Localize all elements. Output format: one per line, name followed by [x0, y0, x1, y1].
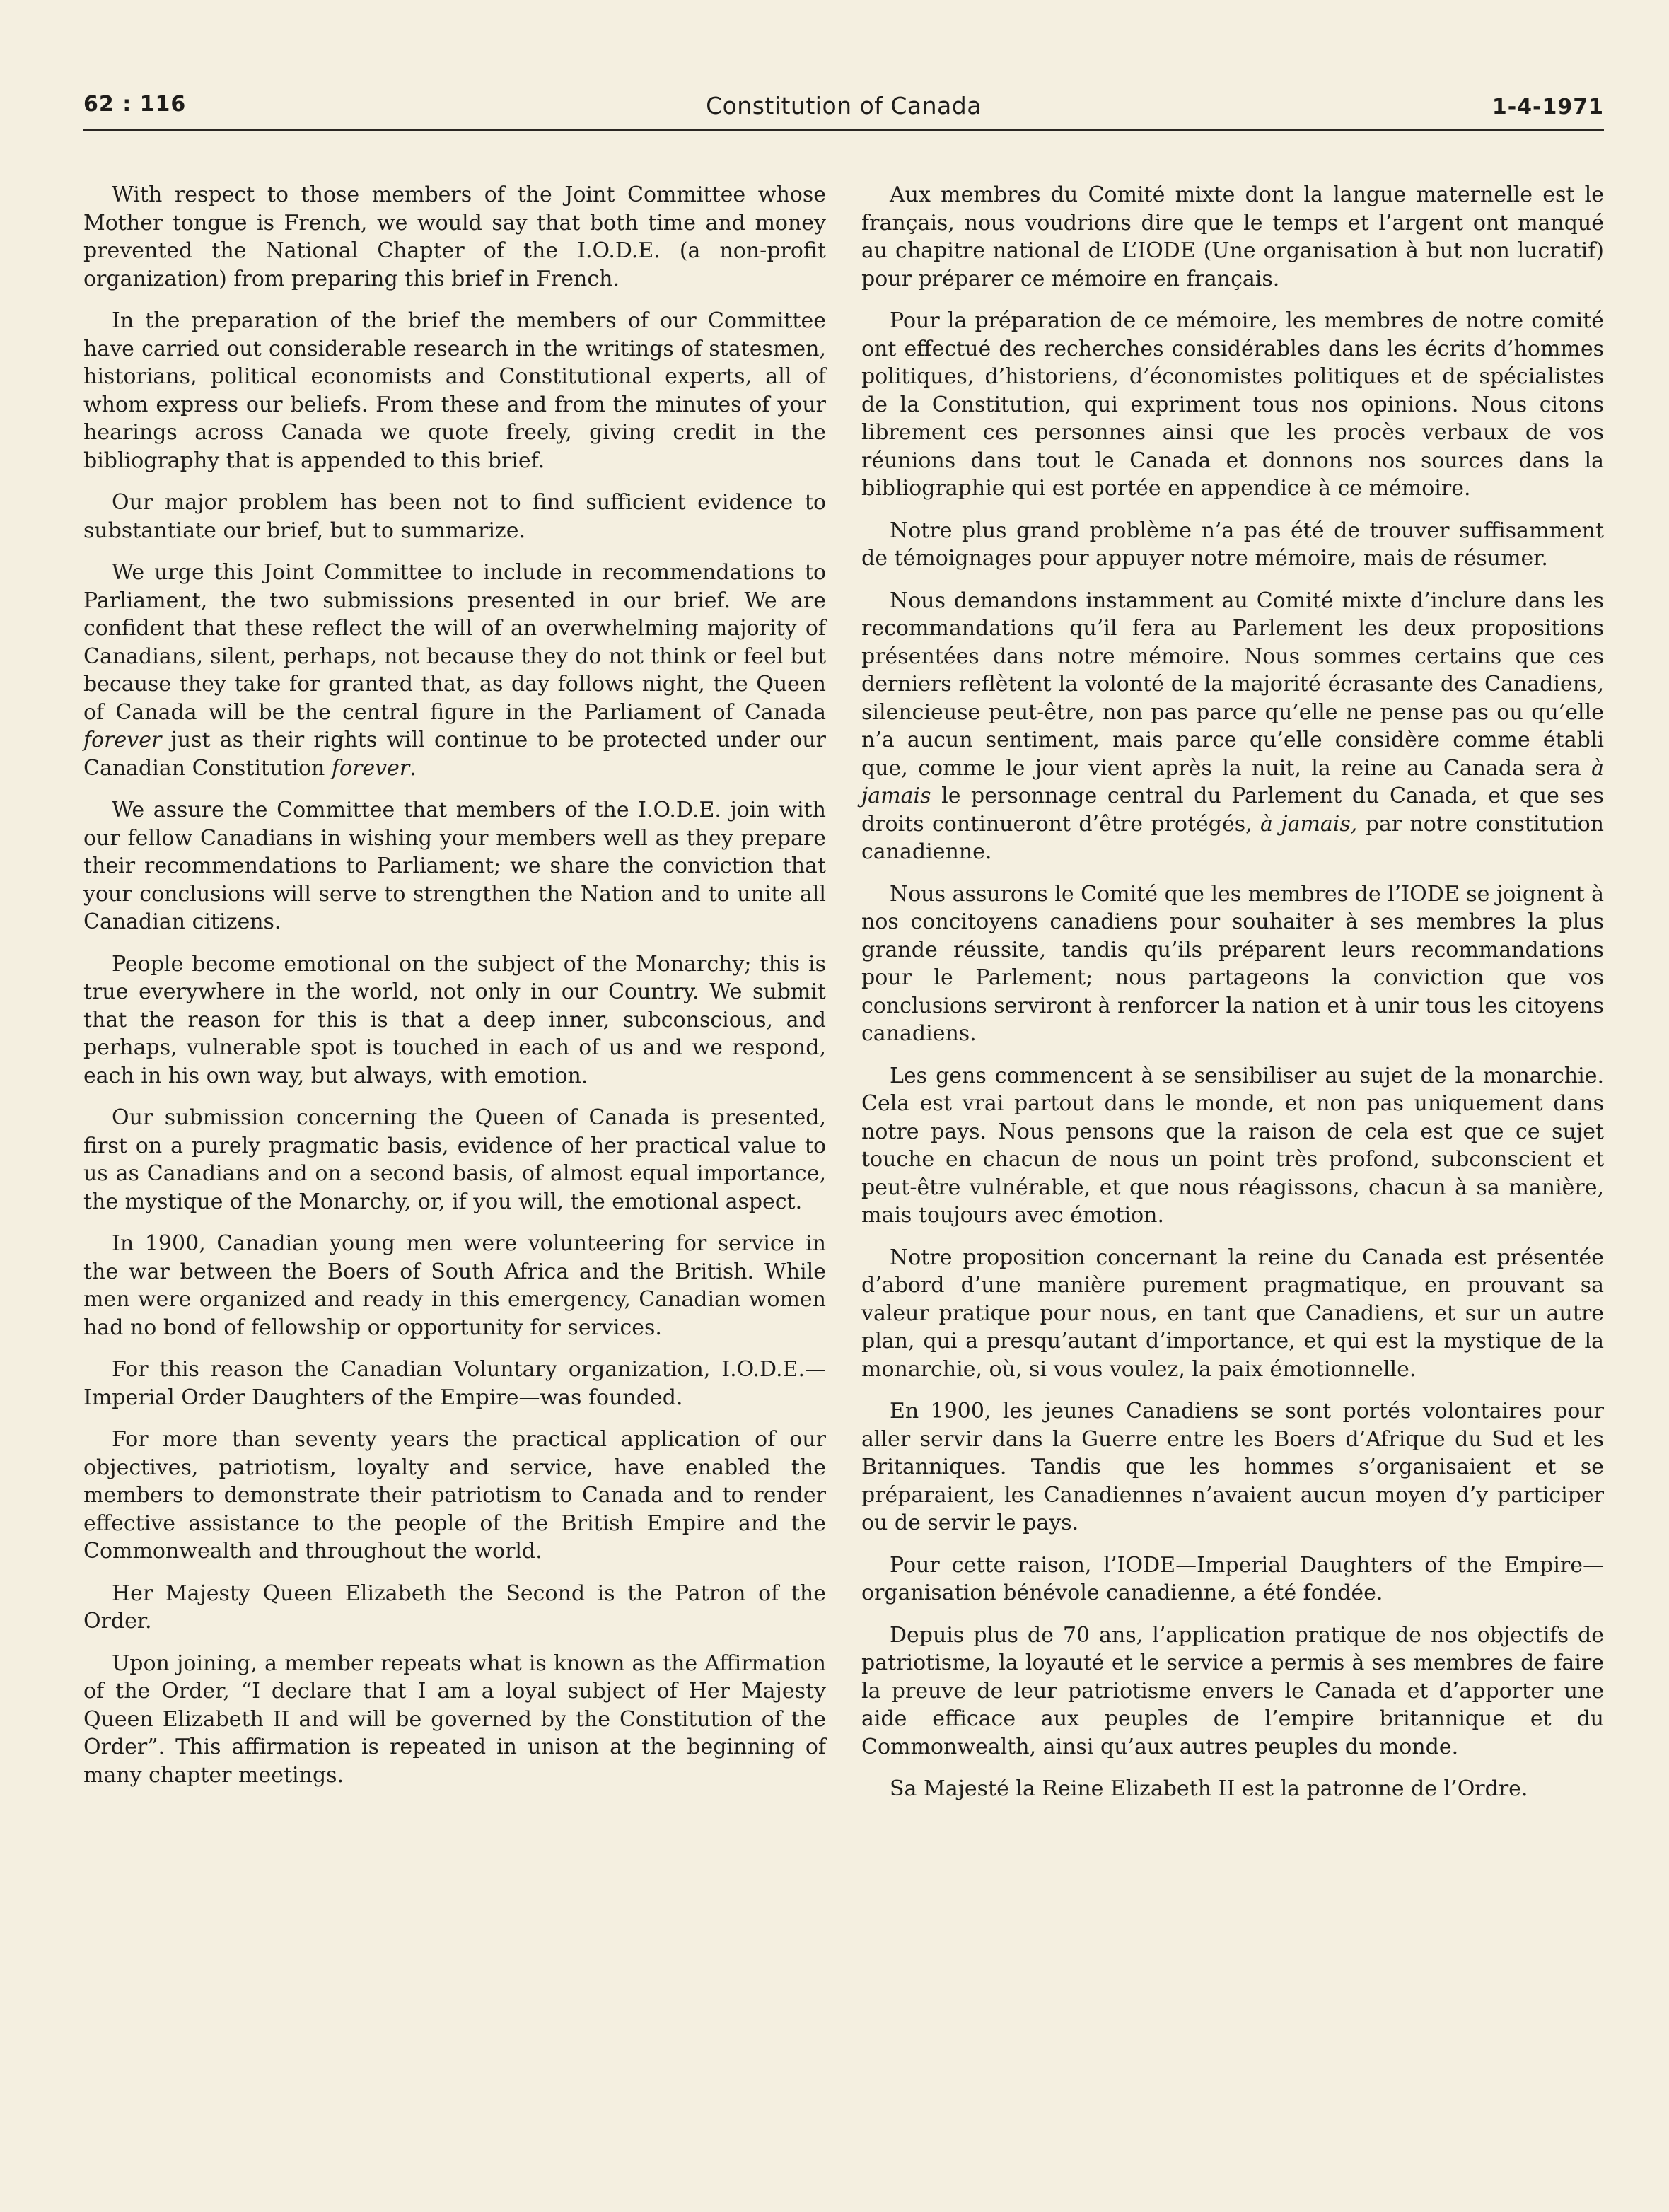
emphasis: forever	[331, 755, 410, 781]
page-header	[83, 92, 1604, 132]
paragraph: We assure the Committee that members of the I.O.D.E. join with our fellow Canadians in wishing your members well as they prepare their recommendations to Parliament; we share the conviction that your conclusions will serve to strengthen the Nation and to unite all Canadian citizens.	[83, 798, 826, 934]
paragraph: In 1900, Canadian young men were volunteering for service in the war between the Boers of South Africa and the British. While men were organized and ready in this emergency, Canadian women had no bond of fellowship or opportunity for services.	[83, 1231, 826, 1340]
text-run: Nous demandons instamment au Comité mixte d’inclure dans les recommandations qu’il fera au Parlement les deux propositions présentées dans notre mémoire. Nous sommes certains que ces derniers reflètent la volonté de la majorité écrasante des Canadiens, silencieuse peut-être, non pas parce qu’elle ne pense pas ou qu’elle n’a aucun sentiment, mais parce qu’elle considère comme établi que, comme le jour vient après la nuit, la reine au Canada sera	[861, 588, 1604, 781]
emphasis: forever	[83, 728, 162, 752]
paragraph	[861, 587, 1604, 866]
emphasis: à jamais	[861, 755, 1604, 808]
paragraph: Sa Majesté la Reine Elizabeth II est la patronne de l’Ordre.	[890, 1776, 1528, 1801]
paragraph: With respect to those members of the Joint Committee whose Mother tongue is French, we would say that both time and money prevented the National Chapter of the I.O.D.E. (a non-profit organization) from preparing this brief in French.	[83, 182, 826, 291]
paragraph: Pour cette raison, l’IODE—Imperial Daughters of the Empire—organisation bénévole canadienne, a été fondée.	[861, 1552, 1604, 1605]
text-run: par notre constitution canadienne.	[861, 811, 1604, 864]
paragraph: People become emotional on the subject of the Monarchy; this is true everywhere in the world, not only in our Country. We submit that the reason for this is that a deep inner, subconscious, and perhaps, vulnerable spot is touched in each of us and we respond, each in his own way, but always, with emotion.	[83, 951, 826, 1088]
paragraph: Notre plus grand problème n’a pas été de trouver suffisamment de témoignages pour appuyer notre mémoire, mais de résumer.	[861, 518, 1604, 571]
paragraph: En 1900, les jeunes Canadiens se sont portés volontaires pour aller servir dans la Guerre entre les Boers d’Afrique du Sud et les Britanniques. Tandis que les hommes s’organisaient et se préparaient, les Canadiennes n’avaient aucun moyen d’y participer ou de servir le pays.	[861, 1399, 1604, 1535]
paragraph: Upon joining, a member repeats what is known as the Affirmation of the Order, “I declare that I am a loyal subject of Her Majesty Queen Elizabeth II and will be governed by the Constitution of the Order”. This affirmation is repeated in unison at the beginning of many chapter meetings.	[83, 1651, 826, 1788]
text-run: le personnage central du Parlement du Canada, et que ses droits continueront d’être protégés,	[861, 784, 1604, 837]
text-run: just as their rights will continue to be protected under our Canadian Constitution	[83, 728, 826, 781]
paragraph: For this reason the Canadian Voluntary organization, I.O.D.E.—Imperial Order Daughters of the Empire—was founded.	[83, 1357, 826, 1410]
text-run: .	[409, 755, 417, 781]
paragraph: In the preparation of the brief the members of our Committee have carried out considerable research in the writings of statesmen, historians, political economists and Constitutional experts, all of whom express our beliefs. From these and from the minutes of your hearings across Canada we quote freely, giving credit in the bibliography that is appended to this brief.	[83, 308, 826, 473]
paragraph: Depuis plus de 70 ans, l’application pratique de nos objectifs de patriotisme, la loyauté et le service a permis à ses membres de faire la preuve de leur patriotisme envers le Canada et d’apporter une aide efficace aux peuples de l’empire britannique et du Commonwealth, ainsi qu’aux autres peuples du monde.	[861, 1622, 1604, 1759]
text-run: We urge this Joint Committee to include in recommendations to Parliament, the two submissions presented in our brief. We are confident that these reflect the will of an overwhelming majority of Canadians, silent, perhaps, not because they do not think or feel but because they take for granted that, as day follows night, the Queen of Canada will be the central figure in the Parliament of Canada	[83, 560, 826, 725]
header-date: 1-4-1971	[1491, 95, 1604, 120]
emphasis: à jamais,	[1260, 811, 1358, 837]
paragraph: Aux membres du Comité mixte dont la langue maternelle est le français, nous voudrions dire que le temps et l’argent ont manqué au chapitre national de L’IODE (Une organisation à but non lucratif) pour préparer ce mémoire en français.	[861, 182, 1604, 291]
paragraph: Her Majesty Queen Elizabeth the Second is the Patron of the Order.	[83, 1581, 826, 1634]
paragraph	[83, 559, 826, 782]
paragraph: Les gens commencent à se sensibiliser au sujet de la monarchie. Cela est vrai partout dans le monde, et non pas uniquement dans notre pays. Nous pensons que la raison de cela est que ce sujet touche en chacun de nous un point très profond, subconscient et peut-être vulnérable, et que nous réagissons, chacun à sa manière, mais toujours avec émotion.	[861, 1063, 1604, 1228]
paragraph: Our major problem has been not to find sufficient evidence to substantiate our brief, but to summarize.	[83, 490, 826, 543]
french-column	[861, 181, 1604, 1817]
paragraph: For more than seventy years the practical application of our objectives, patriotism, loyalty and service, have enabled the members to demonstrate their patriotism to Canada and to render effective assistance to the people of the British Empire and the Commonwealth and throughout the world.	[83, 1427, 826, 1564]
paragraph: Notre proposition concernant la reine du Canada est présentée d’abord d’une manière purement pragmatique, en prouvant sa valeur pratique pour nous, en tant que Canadiens, et sur un autre plan, qui a presqu’autant d’importance, et qui est la mystique de la monarchie, où, si vous voulez, la paix émotionnelle.	[861, 1245, 1604, 1382]
running-title: Constitution of Canada	[706, 92, 982, 120]
page-number: 62 : 116	[83, 92, 187, 117]
paragraph: Pour la préparation de ce mémoire, les membres de notre comité ont effectué des recherches considérables dans les écrits d’hommes politiques, d’historiens, d’économistes politiques et de spécialistes de la Constitution, qui expriment tous nos opinions. Nous citons librement ces personnes ainsi que les procès verbaux de vos réunions dans tout le Canada et donnons nos sources dans la bibliographie qui est portée en appendice à ce mémoire.	[861, 308, 1604, 501]
paragraph: Nous assurons le Comité que les membres de l’IODE se joignent à nos concitoyens canadiens pour souhaiter à ses membres la plus grande réussite, tandis qu’ils préparent leurs recommandations pour le Parlement; nous partageons la conviction que vos conclusions serviront à renforcer la nation et à unir tous les citoyens canadiens.	[861, 881, 1604, 1046]
english-column	[83, 181, 826, 1803]
header-rule	[83, 129, 1604, 131]
paragraph: Our submission concerning the Queen of Canada is presented, first on a purely pragmatic basis, evidence of her practical value to us as Canadians and on a second basis, of almost equal importance, the mystique of the Monarchy, or, if you will, the emotional aspect.	[83, 1105, 826, 1214]
